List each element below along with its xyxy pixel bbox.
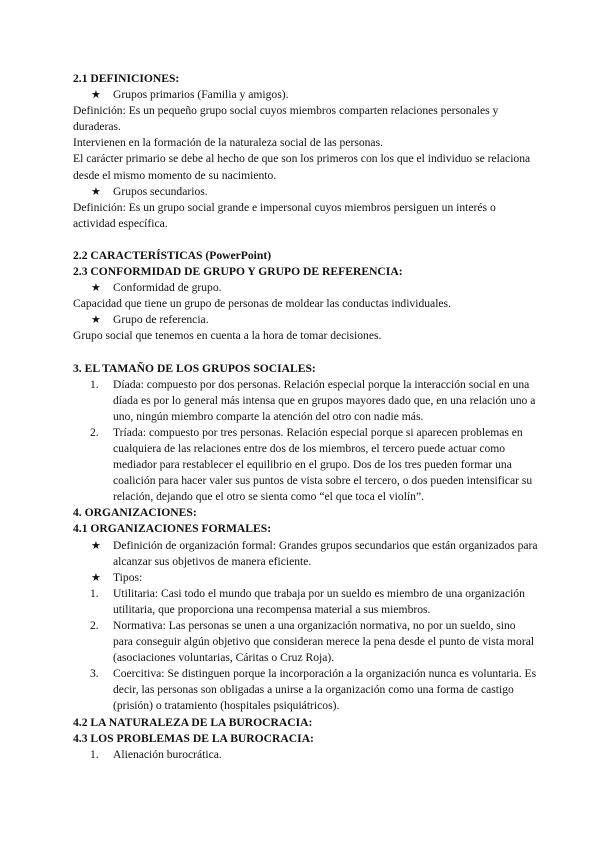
reference-definition: Grupo social que tenemos en cuenta a la hora de tomar decisiones.	[73, 329, 382, 343]
list-item	[73, 377, 538, 425]
list-text: Díada: compuesto por dos personas. Relación especial porque la interacción social en una díada es por lo general más intensa que en grupos mayores dado que, en una relación uno a uno, ningún miembro comparte la atención del otro con nadie más.	[113, 377, 536, 423]
list-number: 1.	[90, 377, 99, 391]
bullet-secondary-groups: ★ Grupos secundarios.	[73, 184, 538, 200]
heading-4-1: 4.1 ORGANIZACIONES FORMALES:	[73, 522, 272, 536]
heading-2-1: 2.1 DEFINICIONES:	[73, 72, 180, 85]
list-number: 2.	[90, 619, 99, 632]
list-text: Coercitiva: Se distinguen porque la incorporación a la organización nunca es voluntaria. Es decir, las personas son obligadas a unirse a la organización como una forma de castigo (prisión) o tratamiento (hospitales psiquiátricos).	[113, 667, 537, 713]
list-item	[73, 425, 538, 505]
list-number: 1.	[90, 747, 99, 761]
bullet-reference-group: ★ Grupo de referencia.	[73, 312, 538, 328]
primary-definition: Definición: Es un pequeño grupo social cuyos miembros comparten relaciones personales y duraderas.	[73, 104, 499, 134]
heading-4: 4. ORGANIZACIONES:	[73, 506, 197, 520]
primary-paragraph-2: Intervienen en la formación de la naturaleza social de las personas.	[73, 136, 383, 150]
list-number: 3.	[90, 667, 99, 681]
bullet-conformity: ★ Conformidad de grupo.	[73, 280, 538, 296]
list-number: 2.	[90, 425, 99, 439]
bullet-formal-definition: ★ Definición de organización formal: Grandes grupos secundarios que están organizados para alcanzar sus objetivos de manera eficiente.	[73, 538, 538, 570]
spacer	[73, 345, 538, 361]
list-item	[73, 666, 538, 714]
heading-3: 3. EL TAMAÑO DE LOS GRUPOS SOCIALES:	[73, 361, 316, 375]
heading-2-2: 2.2 CARACTERÍSTICAS (PowerPoint)	[73, 248, 272, 262]
list-item	[73, 586, 538, 618]
list-number: 1.	[90, 586, 99, 600]
primary-paragraph-3: El carácter primario se debe al hecho de que son los primeros con los que el individuo se relaciona desde el mismo momento de su nacimiento.	[73, 152, 531, 182]
list-text: Utilitaria: Casi todo el mundo que trabaja por un sueldo es miembro de una organización utilitaria, que proporciona una recompensa material a sus miembros.	[113, 586, 525, 616]
secondary-definition: Definición: Es un grupo social grande e impersonal cuyos miembros persiguen un interés o actividad específica.	[73, 200, 496, 230]
bullet-primary-groups: ★ Grupos primarios (Familia y amigos).	[73, 87, 538, 103]
list-item	[73, 618, 538, 666]
bullet-types: ★ Tipos:	[73, 570, 538, 586]
heading-4-3: 4.3 LOS PROBLEMAS DE LA BUROCRACIA:	[73, 731, 314, 745]
list-item	[73, 747, 538, 763]
list-text: Normativa: Las personas se unen a una organización normativa, no por un sueldo, sino para conseguir algún objetivo que consideran merece la pena desde el punto de vista moral (asociaciones voluntarias, Cáritas o Cruz Roja).	[113, 619, 535, 665]
conformity-definition: Capacidad que tiene un grupo de personas de moldear las conductas individuales.	[73, 297, 451, 311]
heading-4-2: 4.2 LA NATURALEZA DE LA BUROCRACIA:	[73, 715, 313, 729]
heading-2-3: 2.3 CONFORMIDAD DE GRUPO Y GRUPO DE REFERENCIA:	[73, 265, 403, 279]
spacer	[73, 232, 538, 248]
list-text: Alienación burocrática.	[113, 747, 222, 761]
list-text: Tríada: compuesto por tres personas. Relación especial porque si aparecen problemas en cualquiera de las relaciones entre dos de los miembros, el tercero puede actuar como mediador para restablecer el equilibrio en el grupo. Dos de los tres pueden formar una coalición para hacer valer sus puntos de vista sobre el tercero, o dos pueden intensificar su relación, dejando que el otro se sienta como “el que toca el violín”.	[113, 425, 533, 504]
